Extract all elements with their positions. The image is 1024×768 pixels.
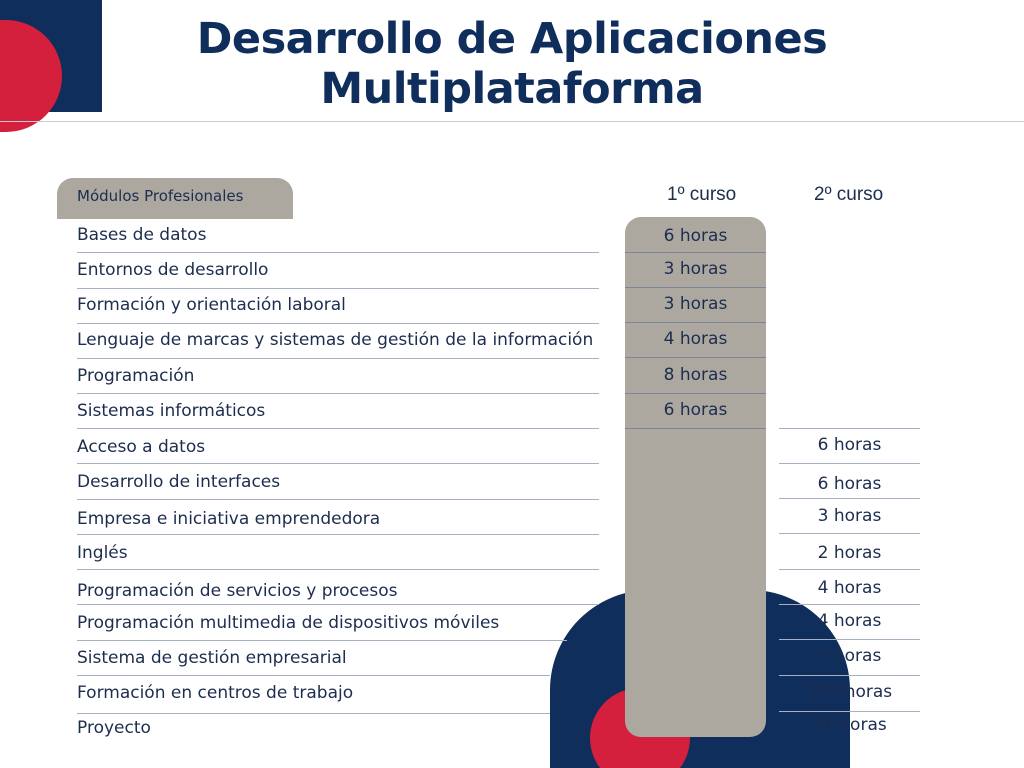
hours-divider bbox=[625, 393, 766, 394]
row-divider bbox=[77, 499, 599, 500]
first-year-hours: 6 horas bbox=[663, 400, 728, 420]
first-year-hours: 3 horas bbox=[663, 259, 728, 279]
page-title bbox=[0, 14, 1024, 114]
first-year-hours: 4 horas bbox=[663, 329, 728, 349]
hours-divider bbox=[625, 252, 766, 253]
module-name: Formación en centros de trabajo bbox=[77, 683, 354, 703]
module-name: Programación de servicios y procesos bbox=[77, 581, 398, 601]
row-divider bbox=[77, 569, 599, 570]
module-name: Programación bbox=[77, 366, 195, 386]
module-name: Empresa e iniciativa emprendedora bbox=[77, 509, 381, 529]
row-divider bbox=[77, 604, 599, 605]
hours-divider bbox=[779, 639, 920, 640]
second-year-hours: 5 horas bbox=[817, 646, 882, 666]
hours-divider bbox=[625, 428, 766, 429]
hours-divider bbox=[779, 498, 920, 499]
module-name: Proyecto bbox=[77, 718, 151, 738]
hours-divider bbox=[779, 569, 920, 570]
first-year-hours: 6 horas bbox=[663, 226, 728, 246]
page-title-line-2: Multiplataforma bbox=[320, 64, 704, 114]
row-divider bbox=[77, 675, 550, 676]
module-name: Desarrollo de interfaces bbox=[77, 472, 281, 492]
second-year-hours: 3 horas bbox=[817, 506, 882, 526]
module-name: Sistema de gestión empresarial bbox=[77, 648, 347, 668]
hours-divider bbox=[779, 711, 920, 712]
page-title-line-1: Desarrollo de Aplicaciones bbox=[196, 14, 828, 64]
row-divider bbox=[77, 252, 599, 253]
module-name: Inglés bbox=[77, 543, 128, 563]
second-year-hours: 370 horas bbox=[806, 682, 893, 702]
row-divider bbox=[77, 358, 599, 359]
module-name: Acceso a datos bbox=[77, 437, 206, 457]
module-name: Programación multimedia de dispositivos móviles bbox=[77, 613, 500, 633]
second-year-hours: 6 horas bbox=[817, 435, 882, 455]
second-year-column-header: 2º curso bbox=[814, 184, 884, 205]
second-year-hours: 6 horas bbox=[817, 474, 882, 494]
second-year-hours: 30 horas bbox=[812, 715, 887, 735]
hours-divider bbox=[779, 428, 920, 429]
row-divider bbox=[77, 288, 599, 289]
hours-divider bbox=[625, 357, 766, 358]
hours-divider bbox=[779, 604, 920, 605]
module-name: Sistemas informáticos bbox=[77, 401, 266, 421]
first-year-hours: 8 horas bbox=[663, 365, 728, 385]
row-divider bbox=[77, 463, 599, 464]
hours-divider bbox=[625, 287, 766, 288]
module-name: Formación y orientación laboral bbox=[77, 295, 346, 315]
hours-divider bbox=[625, 322, 766, 323]
hours-divider bbox=[779, 463, 920, 464]
module-name: Lenguaje de marcas y sistemas de gestión de la información bbox=[77, 330, 594, 350]
title-divider bbox=[0, 121, 1024, 122]
second-year-hours: 4 horas bbox=[817, 611, 882, 631]
module-name: Entornos de desarrollo bbox=[77, 260, 269, 280]
row-divider bbox=[77, 713, 550, 714]
modules-column-header: Módulos Profesionales bbox=[57, 178, 293, 219]
second-year-hours: 4 horas bbox=[817, 578, 882, 598]
row-divider bbox=[77, 640, 567, 641]
row-divider bbox=[77, 534, 599, 535]
row-divider bbox=[77, 428, 599, 429]
first-year-column-header: 1º curso bbox=[667, 184, 737, 205]
second-year-hours: 2 horas bbox=[817, 543, 882, 563]
hours-divider bbox=[779, 533, 920, 534]
row-divider bbox=[77, 323, 599, 324]
first-year-hours: 3 horas bbox=[663, 294, 728, 314]
module-name: Bases de datos bbox=[77, 225, 207, 245]
row-divider bbox=[77, 393, 599, 394]
hours-divider bbox=[779, 675, 920, 676]
